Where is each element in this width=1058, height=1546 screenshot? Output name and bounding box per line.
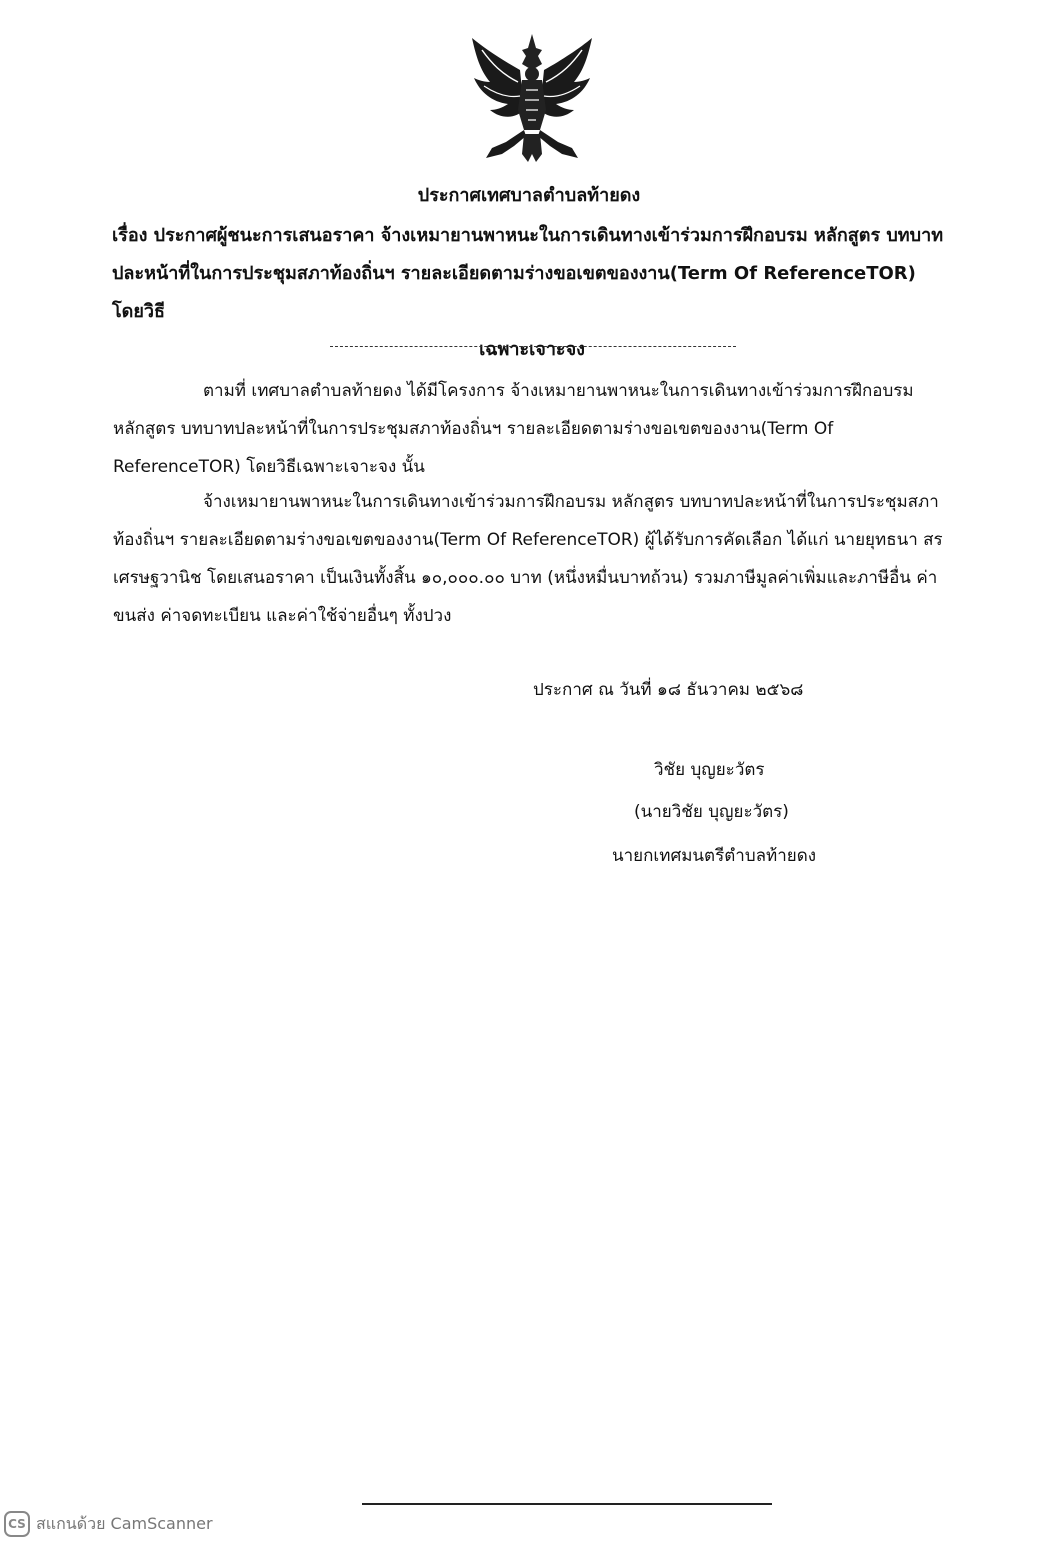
signature-name: วิชัย บุญยะวัตร [654,760,765,780]
watermark-text: สแกนด้วย CamScanner [36,1513,213,1533]
subject-line-1: เรื่อง ประกาศผู้ชนะการเสนอราคา จ้างเหมายานพาหนะในการเดินทางเข้าร่วมการฝึกอบรม หลักสูตร บทบาท [112,225,944,246]
subject-line-2: ปละหน้าที่ในการประชุมสภาท้องถิ่นฯ รายละเอียดตามร่างขอเขตของงาน(Term Of ReferenceTOR) โดยวิธี [112,263,916,322]
paragraph-1: ตามที่ เทศบาลตำบลท้ายดง ได้มีโครงการ จ้างเหมายานพาหนะในการเดินทางเข้าร่วมการฝึกอบรม หลักสูตร บทบาทปละหน้าที่ในการประชุมสภาท้องถิ่นฯ รายละเอียดตามร่างขอเขตของงาน(Term Of ReferenceTOR) โดยวิธีเฉพาะเจาะจง นั้น [113,381,914,477]
signature-full-name: (นายวิชัย บุญยะวัตร) [634,802,789,822]
camscanner-logo-icon: CS [4,1511,30,1537]
signature-position: นายกเทศมนตรีตำบลท้ายดง [612,846,817,866]
announcement-date: ประกาศ ณ วันที่ ๑๘ ธันวาคม ๒๕๖๘ [533,680,804,700]
garuda-emblem-icon [462,30,602,170]
subject-line-3: เฉพาะเจาะจง [479,339,585,360]
scan-edge-line [362,1503,772,1505]
camscanner-watermark [4,1510,213,1538]
paragraph-2: จ้างเหมายานพาหนะในการเดินทางเข้าร่วมการฝึกอบรม หลักสูตร บทบาทปละหน้าที่ในการประชุมสภาท้องถิ่นฯ รายละเอียดตามร่างขอเขตของงาน(Term Of ReferenceTOR) ผู้ได้รับการคัดเลือก ได้แก่ นายยุทธนา สร เศรษฐวานิช โดยเสนอราคา เป็นเงินทั้งสิ้น ๑๐,๐๐๐.๐๐ บาท (หนึ่งหมื่นบาทถ้วน) รวมภาษีมูลค่าเพิ่มและภาษีอื่น ค่าขนส่ง ค่าจดทะเบียน และค่าใช้จ่ายอื่นๆ ทั้งปวง [113,492,943,626]
document-title: ประกาศเทศบาลตำบลท้ายดง [417,185,641,206]
dashed-divider [330,346,736,347]
